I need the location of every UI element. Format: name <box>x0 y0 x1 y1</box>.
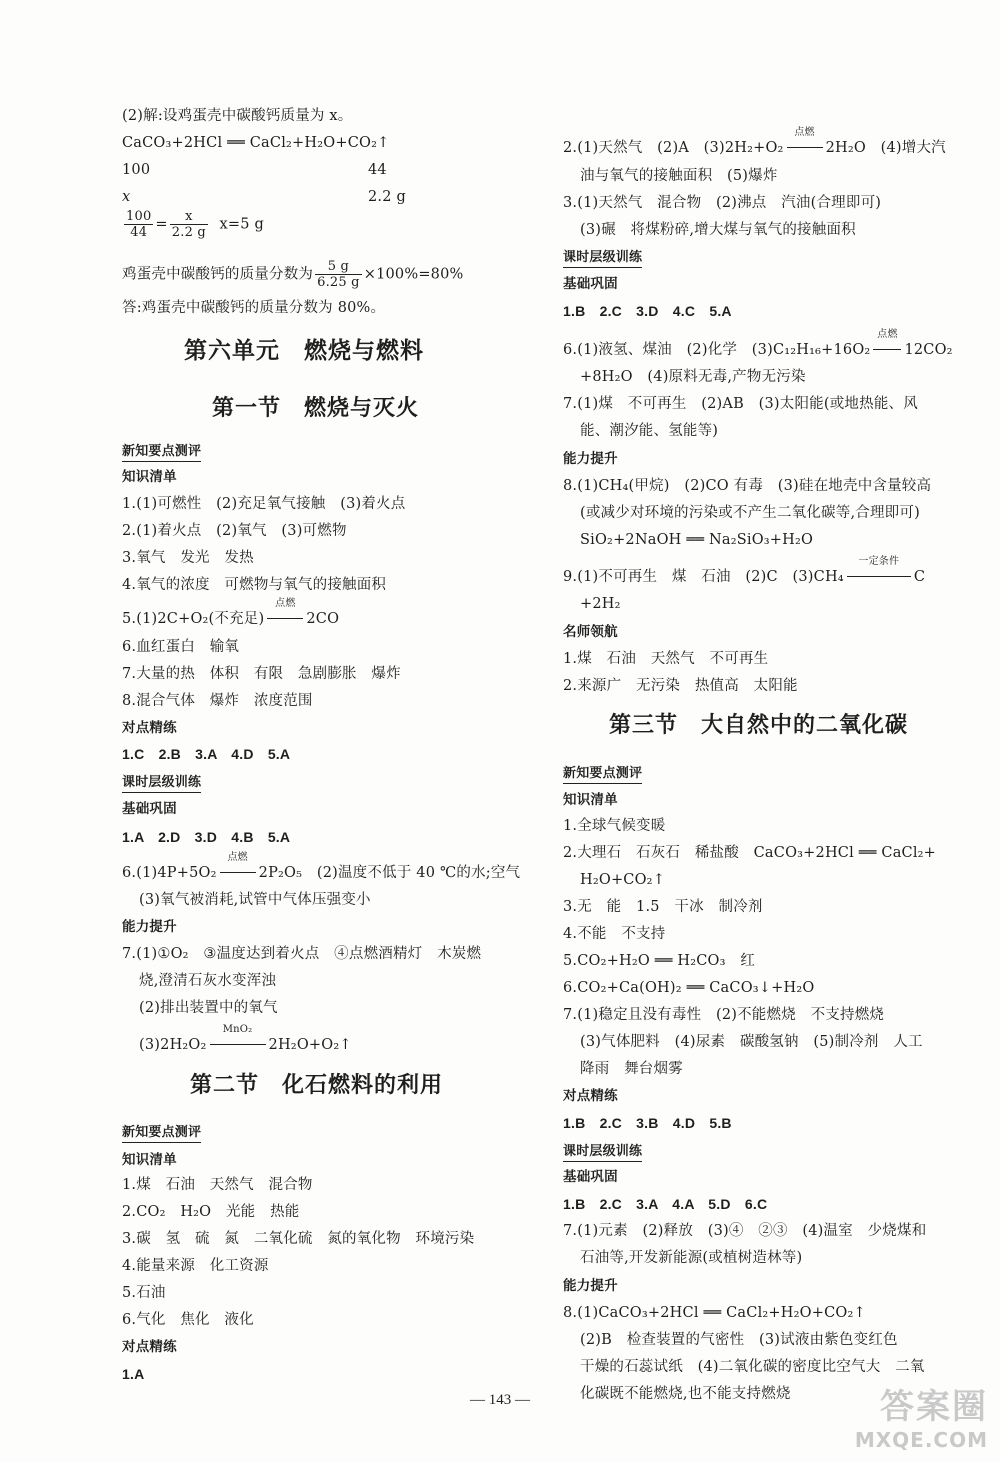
answer-line: 2.大理石 石灰石 稀盐酸 CaCO₃+2HCl ══ CaCl₂+ <box>563 845 937 861</box>
answer-line: 8.混合气体 爆炸 浓度范围 <box>122 693 313 709</box>
subheading: 知识清单 <box>563 792 618 808</box>
answer-line: 1.全球气候变暖 <box>563 818 666 834</box>
answer-line: 6.血红蛋白 输氧 <box>122 639 240 655</box>
equation-text: 9.(1)不可再生 煤 石油 (2)C (3)CH₄ <box>563 569 844 585</box>
subheading: 对点精练 <box>122 1339 177 1355</box>
fraction-numerator: 100 <box>126 209 152 224</box>
answer-line: 8.(1)CH₄(甲烷) (2)CO 有毒 (3)硅在地壳中含量较高 <box>563 478 932 494</box>
equation-text: 2CO <box>306 611 340 627</box>
answer-line: 2.(1)着火点 (2)氧气 (3)可燃物 <box>122 523 347 539</box>
percent-equation <box>122 259 464 290</box>
reaction-condition: 点燃 <box>275 598 296 609</box>
watermark-url: MXQE.COM <box>854 1428 988 1452</box>
answer-key: 1.A 2.D 3.D 4.B 5.A <box>122 829 291 845</box>
chemical-equation <box>563 127 946 158</box>
section-tag: 课时层级训练 <box>122 775 201 793</box>
fraction <box>124 209 153 240</box>
section-tag: 新知要点测评 <box>563 766 642 784</box>
reaction-arrow <box>844 556 914 587</box>
subheading: 能力提升 <box>122 919 177 935</box>
answer-key: 1.A <box>122 1366 145 1382</box>
answer-line: 3.无 能 1.5 干冰 制冷剂 <box>563 899 763 915</box>
answer-line: (2)解:设鸡蛋壳中碳酸钙质量为 x。 <box>122 108 353 124</box>
ratio-value: 2.2 g <box>368 189 406 205</box>
section-title: 第三节 大自然中的二氧化碳 <box>609 713 909 738</box>
chemical-equation <box>563 556 926 587</box>
section-tag: 新知要点测评 <box>122 444 201 462</box>
equation-text: 2H₂O (4)增大汽 <box>825 140 946 156</box>
ratio-value: x <box>122 189 131 205</box>
section-tag: 课时层级训练 <box>563 1144 642 1162</box>
answer-line: 能、潮汐能、氢能等) <box>580 423 719 439</box>
fraction-numerator: 5 g <box>315 259 362 275</box>
chemical-equation: SiO₂+2NaOH ══ Na₂SiO₃+H₂O <box>580 532 814 548</box>
section-tag: 课时层级训练 <box>563 250 642 268</box>
answer-line: 干燥的石蕊试纸 (4)二氧化碳的密度比空气大 二氧 <box>580 1359 925 1375</box>
equation-text: 5.(1)2C+O₂(不充足) <box>122 611 265 627</box>
answer-line: 8.(1)CaCO₃+2HCl ══ CaCl₂+H₂O+CO₂↑ <box>563 1305 866 1321</box>
answer-line: 6.气化 焦化 液化 <box>122 1312 254 1328</box>
answer-line: 化碳既不能燃烧,也不能支持燃烧 <box>580 1386 791 1402</box>
answer-line: 7.(1)①O₂ ③温度达到着火点 ④点燃酒精灯 木炭燃 <box>122 946 482 962</box>
reaction-arrow <box>264 598 306 629</box>
answer-line: 2.来源广 无污染 热值高 太阳能 <box>563 678 798 694</box>
reaction-condition: 点燃 <box>794 127 815 138</box>
section-tag: 新知要点测评 <box>122 1125 201 1143</box>
answer-line: +8H₂O (4)原料无毒,产物无污染 <box>580 369 806 385</box>
answer-line: (2)排出装置中的氧气 <box>139 1000 278 1016</box>
reaction-arrow <box>217 852 259 883</box>
answer-line: 石油等,开发新能源(或植树造林等) <box>580 1250 803 1266</box>
equation-text: 2.(1)天然气 (2)A (3)2H₂+O₂ <box>563 140 784 156</box>
answer-key: 1.B 2.C 3.A 4.A 5.D 6.C <box>563 1196 768 1212</box>
answer-line: 7.(1)元素 (2)释放 (3)④ ②③ (4)温室 少烧煤和 <box>563 1223 927 1239</box>
reaction-arrow <box>870 329 904 360</box>
chemical-equation <box>122 852 521 883</box>
subheading: 能力提升 <box>563 451 618 467</box>
equation-text: 6.(1)4P+5O₂ <box>122 865 217 881</box>
reaction-condition: MnO₂ <box>222 1024 253 1035</box>
answer-line: 3.(1)天然气 混合物 (2)沸点 汽油(合理即可) <box>563 195 882 211</box>
equation-text: 6.(1)液氢、煤油 (2)化学 (3)C₁₂H₁₆+16O₂ <box>563 342 871 358</box>
reaction-condition: 一定条件 <box>858 556 900 567</box>
answer-line: 7.(1)稳定且没有毒性 (2)不能燃烧 不支持燃烧 <box>563 1007 885 1023</box>
answer-line: 1.煤 石油 天然气 混合物 <box>122 1177 313 1193</box>
equation-text: (3)2H₂O₂ <box>139 1037 207 1053</box>
unit-title: 第六单元 燃烧与燃料 <box>184 338 424 364</box>
answer-line: 4.氧气的浓度 可燃物与氧气的接触面积 <box>122 577 387 593</box>
answer-line: H₂O+CO₂↑ <box>580 872 666 888</box>
subheading: 名师领航 <box>563 624 618 640</box>
subheading: 对点精练 <box>563 1088 618 1104</box>
fraction-numerator: x <box>170 209 208 225</box>
answer-line: (或减少对环境的污染或不产生二氧化碳等,合理即可) <box>580 505 920 521</box>
answer-line: 7.(1)煤 不可再生 (2)AB (3)太阳能(或地热能、风 <box>563 396 918 412</box>
answer-line: (3)氧气被消耗,试管中气体压强变小 <box>139 892 371 908</box>
answer-line: 1.(1)可燃性 (2)充足氧气接触 (3)着火点 <box>122 496 406 512</box>
answer-line: 2.CO₂ H₂O 光能 热能 <box>122 1204 300 1220</box>
chemical-equation <box>122 598 340 629</box>
equals-sign: = <box>155 216 168 233</box>
section-title: 第二节 化石燃料的利用 <box>190 1073 444 1098</box>
equation-text: 2P₂O₅ (2)温度不低于 40 ℃的水;空气 <box>258 865 521 881</box>
watermark-logo <box>855 1379 988 1452</box>
equation-text: ×100%=80% <box>363 266 464 283</box>
answer-line: 降雨 舞台烟雾 <box>580 1061 683 1077</box>
subheading: 能力提升 <box>563 1278 618 1294</box>
answer-key: 1.B 2.C 3.B 4.D 5.B <box>563 1115 732 1131</box>
solution-value: x=5 g <box>219 216 264 233</box>
subheading: 基础巩固 <box>122 801 177 817</box>
fraction-denominator: 6.25 g <box>317 275 360 290</box>
answer-line: 烧,澄清石灰水变浑浊 <box>139 973 277 989</box>
answer-line: (3)气体肥料 (4)尿素 碳酸氢钠 (5)制冷剂 人工 <box>580 1034 923 1050</box>
ratio-value: 100 <box>122 162 151 178</box>
answer-line: 4.不能 不支持 <box>563 926 666 942</box>
answer-line: 6.CO₂+Ca(OH)₂ ══ CaCO₃↓+H₂O <box>563 980 815 996</box>
proportion-equation <box>122 209 264 240</box>
answer-key: 1.C 2.B 3.A 4.D 5.A <box>122 746 291 762</box>
answer-line: 答:鸡蛋壳中碳酸钙的质量分数为 80%。 <box>122 300 386 316</box>
subheading: 基础巩固 <box>563 1169 618 1185</box>
page-number: — 143 — <box>470 1392 530 1408</box>
answer-line: (3)碾 将煤粉碎,增大煤与氧气的接触面积 <box>580 222 856 238</box>
chemical-equation: CaCO₃+2HCl ══ CaCl₂+H₂O+CO₂↑ <box>122 135 390 151</box>
watermark-text: 答案圈 <box>880 1387 988 1427</box>
left-column <box>122 0 527 1462</box>
answer-line: +2H₂ <box>580 596 621 612</box>
subheading: 基础巩固 <box>563 276 618 292</box>
subheading: 知识清单 <box>122 1152 177 1168</box>
subheading: 知识清单 <box>122 469 177 485</box>
answer-line: 油与氧气的接触面积 (5)爆炸 <box>580 168 778 184</box>
answer-line: 5.CO₂+H₂O ══ H₂CO₃ 红 <box>563 953 756 969</box>
answer-line: 3.氧气 发光 发热 <box>122 550 254 566</box>
answer-line: 5.石油 <box>122 1285 166 1301</box>
fraction <box>170 209 208 240</box>
chemical-equation <box>563 329 953 360</box>
answer-line: 7.大量的热 体积 有限 急剧膨胀 爆炸 <box>122 666 401 682</box>
equation-text: C <box>913 569 926 585</box>
reaction-condition: 点燃 <box>877 329 898 340</box>
subheading: 对点精练 <box>122 720 177 736</box>
answer-line: (2)B 检查装置的气密性 (3)试液由紫色变红色 <box>580 1332 898 1348</box>
reaction-arrow <box>784 127 826 158</box>
reaction-condition: 点燃 <box>227 852 248 863</box>
fraction-denominator: 2.2 g <box>171 225 206 240</box>
equation-text: 12CO₂ <box>904 342 953 358</box>
equation-text: 鸡蛋壳中碳酸钙的质量分数为 <box>122 266 314 283</box>
answer-line: 1.煤 石油 天然气 不可再生 <box>563 651 769 667</box>
ratio-value: 44 <box>368 162 387 178</box>
answer-key: 1.B 2.C 3.D 4.C 5.A <box>563 303 732 319</box>
fraction <box>315 259 362 290</box>
chemical-equation <box>139 1024 352 1055</box>
equation-text: 2H₂O+O₂↑ <box>268 1037 352 1053</box>
reaction-arrow <box>207 1024 269 1055</box>
answer-line: 3.碳 氢 硫 氮 二氧化硫 氮的氧化物 环境污染 <box>122 1231 475 1247</box>
right-column <box>563 0 968 1462</box>
answer-line: 4.能量来源 化工资源 <box>122 1258 269 1274</box>
section-title: 第一节 燃烧与灭火 <box>212 396 420 421</box>
fraction-denominator: 44 <box>130 225 148 240</box>
